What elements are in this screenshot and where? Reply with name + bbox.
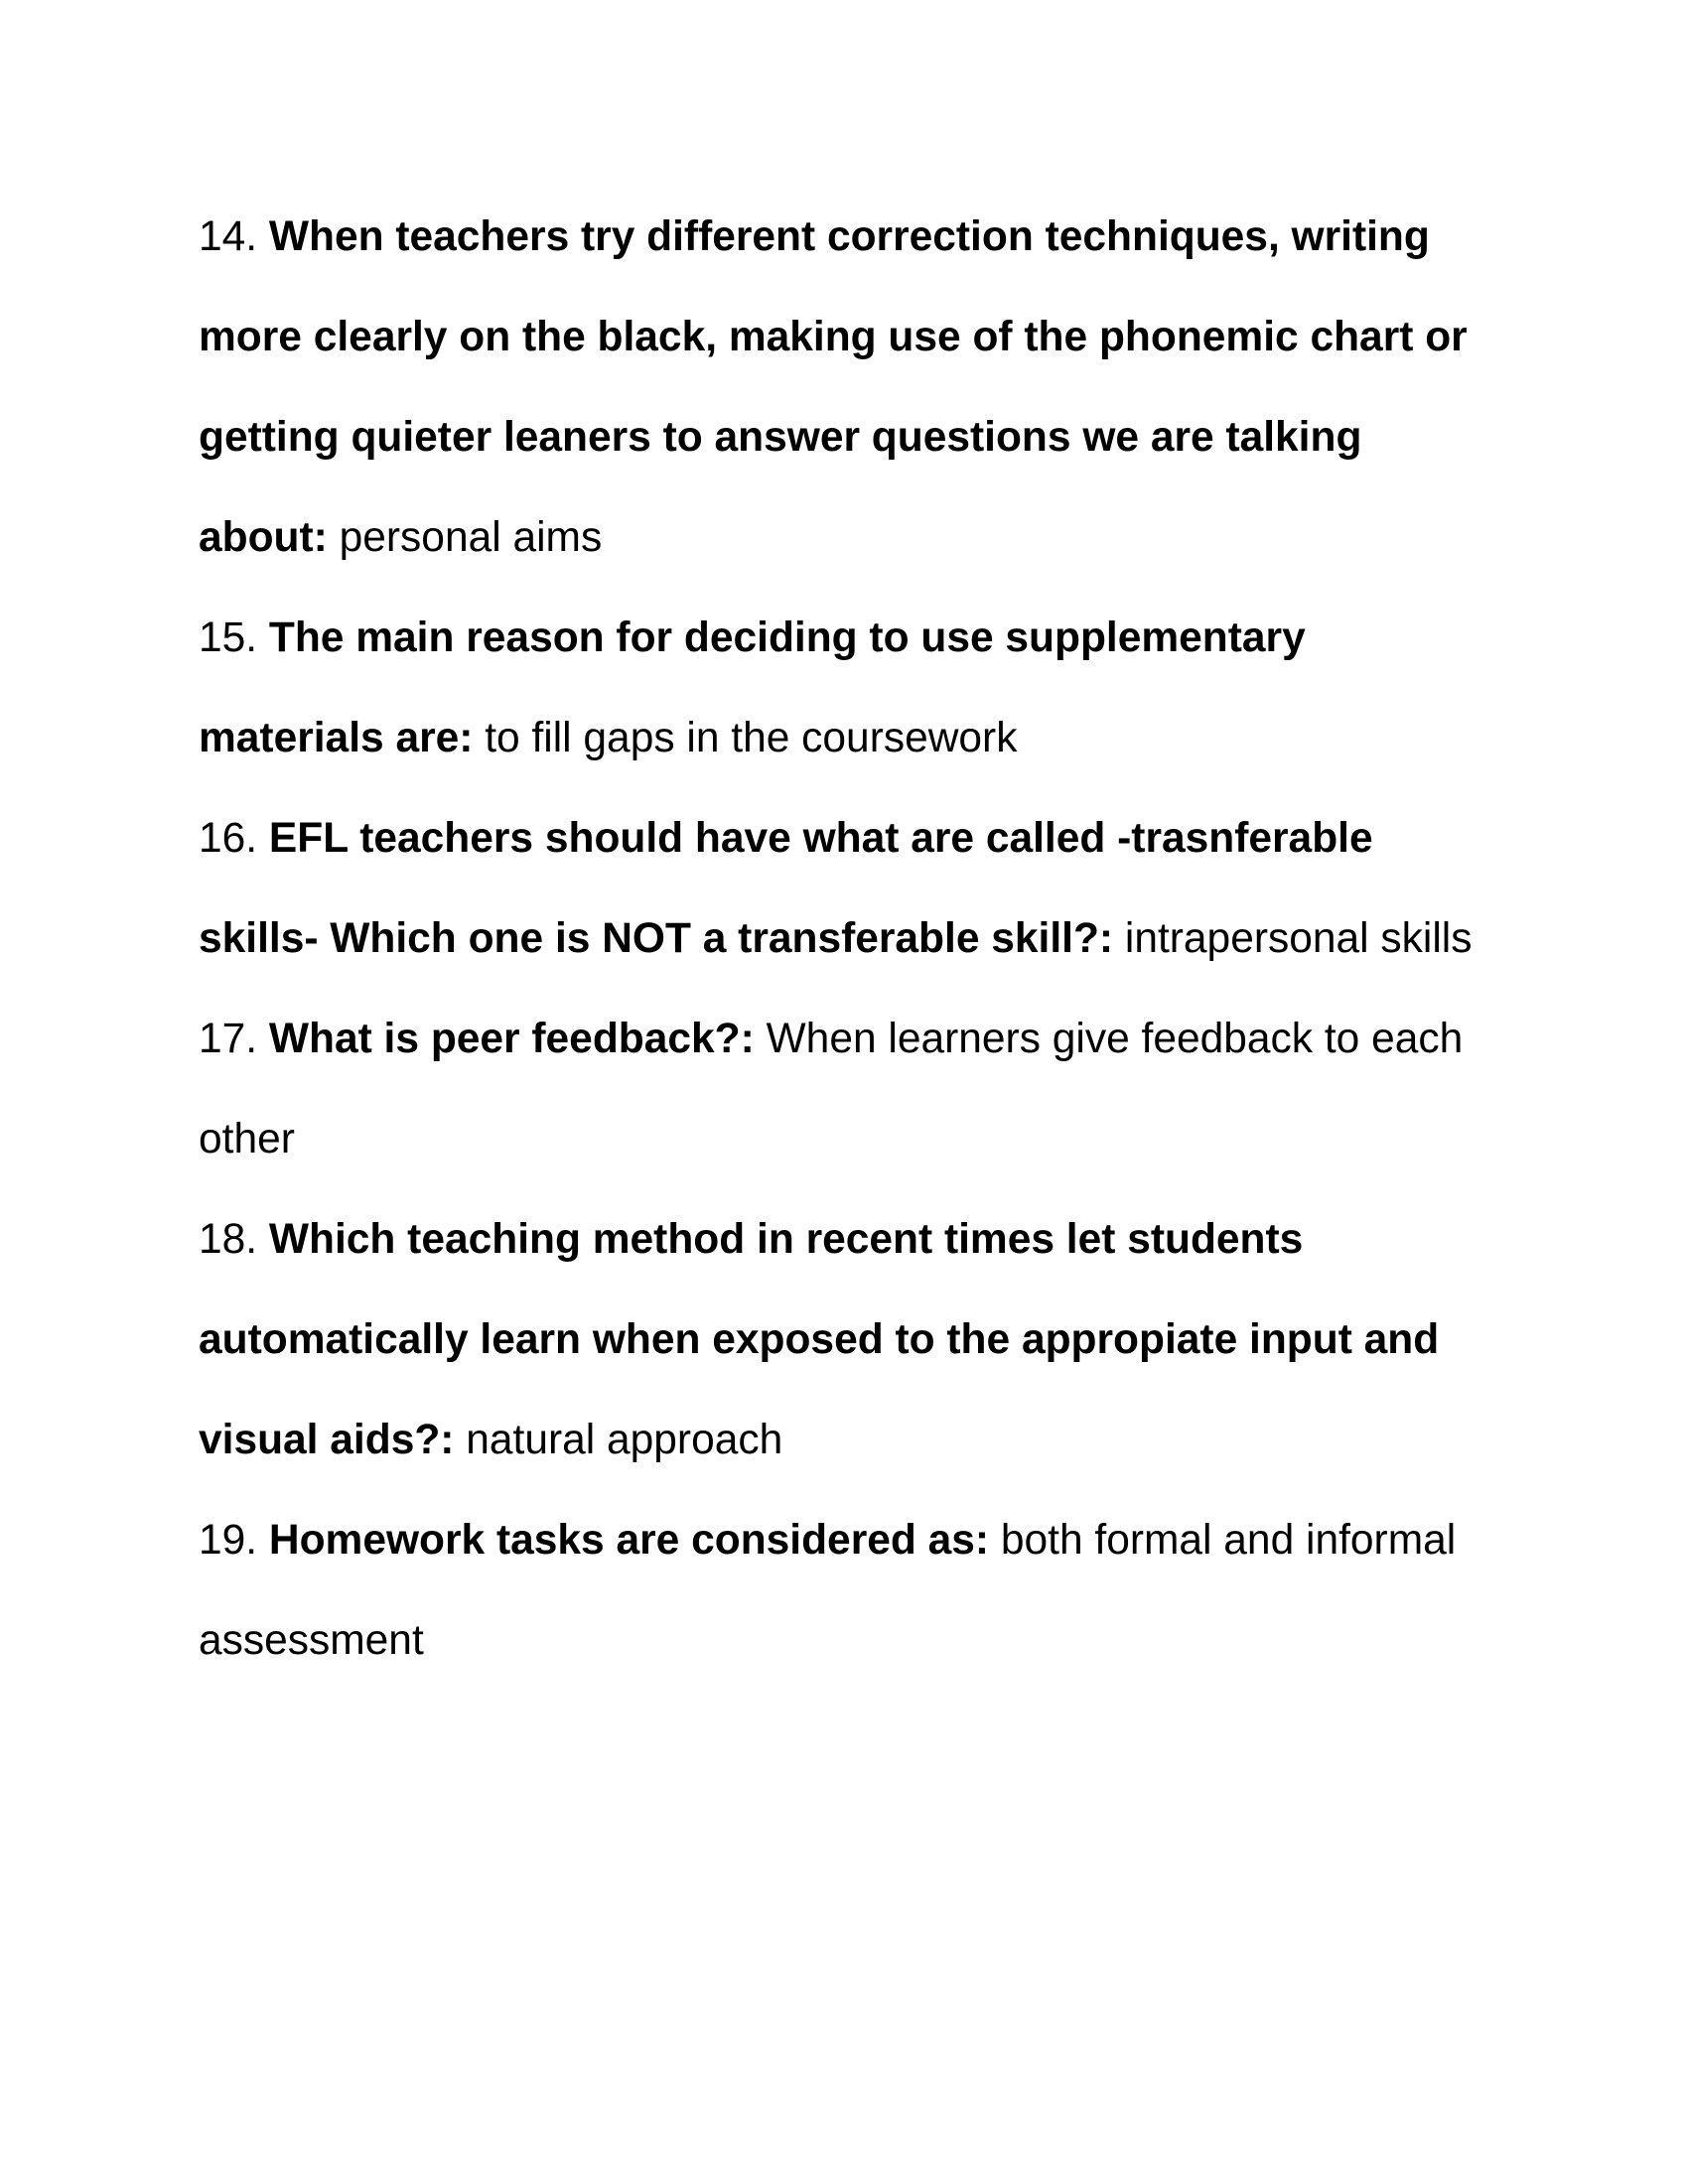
question-text: Homework tasks are considered as: bbox=[268, 1517, 990, 1564]
question-text: What is peer feedback?: bbox=[268, 1016, 755, 1062]
item-number: 15. bbox=[199, 614, 269, 661]
item-number: 19. bbox=[199, 1517, 269, 1564]
list-item bbox=[199, 588, 1489, 788]
list-item bbox=[199, 1189, 1489, 1490]
answer-text: When learners give feedback to each other bbox=[199, 1016, 1464, 1162]
answer-text: natural approach bbox=[454, 1417, 783, 1463]
item-number: 14. bbox=[199, 213, 269, 260]
question-text: Which teaching method in recent times let students automatically learn when exposed to the appropiate input and visual aids?: bbox=[199, 1216, 1440, 1463]
answer-text: both formal and informal assessment bbox=[199, 1517, 1457, 1664]
answer-text: intrapersonal skills bbox=[1113, 915, 1473, 962]
item-number: 18. bbox=[199, 1216, 269, 1263]
question-text: EFL teachers should have what are called -trasnferable skills- Which one is NOT a transferable skill?: bbox=[199, 815, 1373, 962]
question-text: The main reason for deciding to use supplementary materials are: bbox=[199, 614, 1306, 761]
item-number: 16. bbox=[199, 815, 269, 862]
list-item bbox=[199, 788, 1489, 989]
item-number: 17. bbox=[199, 1016, 269, 1062]
list-item bbox=[199, 989, 1489, 1189]
question-text: When teachers try different correction techniques, writing more clearly on the black, making use of the phonemic chart or getting quieter leaners to answer questions we are talking about: bbox=[199, 213, 1468, 561]
list-item bbox=[199, 1490, 1489, 1691]
question-list bbox=[199, 187, 1489, 1691]
list-item bbox=[199, 187, 1489, 588]
answer-text: to fill gaps in the coursework bbox=[473, 715, 1018, 761]
answer-text: personal aims bbox=[327, 514, 603, 561]
